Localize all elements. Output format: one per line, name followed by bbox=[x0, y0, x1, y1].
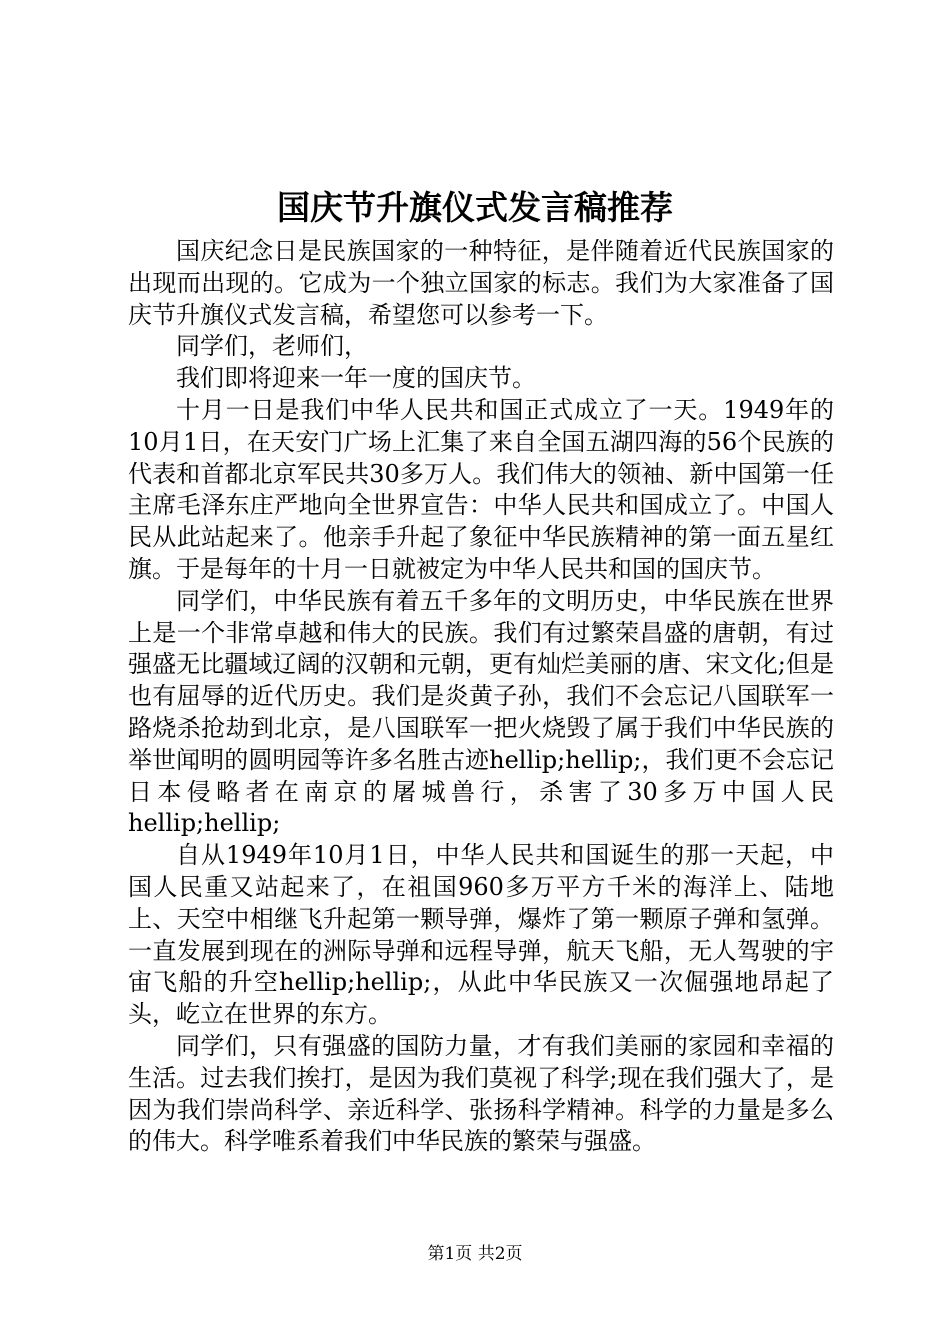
document-body bbox=[128, 236, 834, 1158]
body-paragraph: 同学们，只有强盛的国防力量，才有我们美丽的家园和幸福的生活。过去我们挨打，是因为我们莫视了科学;现在我们强大了，是因为我们崇尚科学、亲近科学、张扬科学精神。科学的力量是多么的伟大。科学唯系着我们中华民族的繁荣与强盛。 bbox=[128, 1031, 834, 1156]
body-paragraph: 自从1949年10月1日，中华人民共和国诞生的那一天起，中国人民重又站起来了，在祖国960多万平方千米的海洋上、陆地上、天空中相继飞升起第一颗导弹，爆炸了第一颗原子弹和氢弹。一直发展到现在的洲际导弹和远程导弹，航天飞船，无人驾驶的宇宙飞船的升空hellip;hellip;，从此中华民族又一次倔强地昂起了头，屹立在世界的东方。 bbox=[128, 841, 834, 1029]
page-number: 第1页 共2页 bbox=[427, 1244, 523, 1264]
intro-paragraph: 国庆纪念日是民族国家的一种特征，是伴随着近代民族国家的出现而出现的。它成为一个独立国家的标志。我们为大家准备了国庆节升旗仪式发言稿，希望您可以参考一下。 bbox=[128, 237, 834, 329]
body-paragraph: 十月一日是我们中华人民共和国正式成立了一天。1949年的10月1日，在天安门广场上汇集了来自全国五湖四海的56个民族的代表和首都北京军民共30多万人。我们伟大的领袖、新中国第一任主席毛泽东庄严地向全世界宣告：中华人民共和国成立了。中国人民从此站起来了。他亲手升起了象征中华民族精神的第一面五星红旗。于是每年的十月一日就被定为中华人民共和国的国庆节。 bbox=[128, 395, 834, 583]
opening-paragraph: 我们即将迎来一年一度的国庆节。 bbox=[176, 364, 536, 393]
page-title: 国庆节升旗仪式发言稿推荐 bbox=[277, 188, 673, 227]
salutation-paragraph: 同学们，老师们， bbox=[176, 332, 368, 361]
body-paragraph: 同学们，中华民族有着五千多年的文明历史，中华民族在世界上是一个非常卓越和伟大的民族。我们有过繁荣昌盛的唐朝，有过强盛无比疆域辽阔的汉朝和元朝，更有灿烂美丽的唐、宋文化;但是也有屈辱的近代历史。我们是炎黄子孙，我们不会忘记八国联军一路烧杀抢劫到北京，是八国联军一把火烧毁了属于我们中华民族的举世闻明的圆明园等许多名胜古迹hellip;hellip;，我们更不会忘记日本侵略者在南京的屠城兽行，杀害了30多万中国人民hellip;hellip; bbox=[128, 586, 834, 838]
